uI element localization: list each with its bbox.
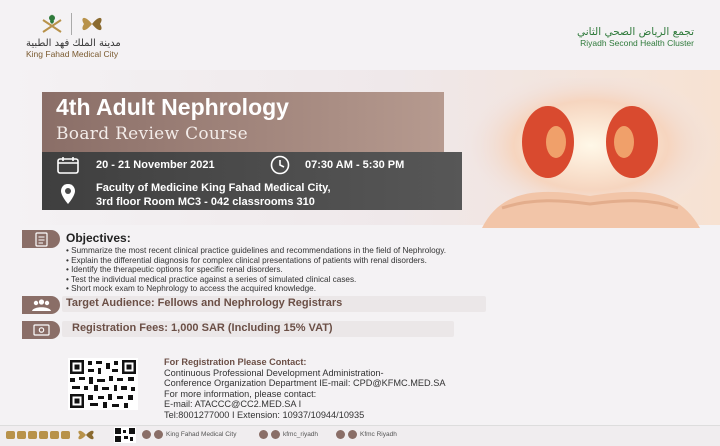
calendar-icon xyxy=(57,156,79,174)
course-date: 20 - 21 November 2021 xyxy=(96,159,215,171)
objective-item: • Test the individual medical practice against a series of simulated clinical cases. xyxy=(66,274,357,284)
objective-item: • Explain the differential diagnosis for complex clinical presentations of patients with renal disorders. xyxy=(66,255,427,265)
footer-twitter[interactable]: kfmc_riyadh xyxy=(259,430,318,439)
objective-item: • Short mock exam to Nephrology to access the acquired knowledge. xyxy=(66,284,317,294)
objective-item: • Summarize the most recent clinical practice guidelines and recommendations in the field of Nephrology. xyxy=(66,246,446,255)
contact-line: Continuous Professional Development Administration- xyxy=(164,367,384,378)
contact-line: For more information, please contact: xyxy=(164,388,317,399)
registration-fees: Registration Fees: 1,000 SAR (Including 15% VAT) xyxy=(72,322,333,334)
cluster-english-name: Riyadh Second Health Cluster xyxy=(580,38,694,48)
footer-qr-icon[interactable] xyxy=(114,427,136,443)
objective-item: • Identify the therapeutic options for specific renal disorders. xyxy=(66,265,283,275)
location-line-1: Faculty of Medicine King Fahad Medical City, xyxy=(96,182,331,194)
objectives-title: Objectives: xyxy=(66,231,131,245)
location-line-2: 3rd floor Room MC3 - 042 classrooms 310 xyxy=(96,196,315,208)
footer-facebook[interactable]: Kfmc Riyadh xyxy=(336,430,397,439)
registration-qr-code[interactable] xyxy=(68,358,138,410)
footer-website[interactable]: King Fahad Medical City xyxy=(142,430,236,439)
fees-badge xyxy=(22,321,60,339)
facebook-icon xyxy=(348,430,357,439)
clipboard-icon xyxy=(22,230,60,248)
course-subtitle: Board Review Course xyxy=(56,124,248,144)
clock-icon xyxy=(270,155,290,175)
course-time: 07:30 AM - 5:30 PM xyxy=(305,159,405,171)
kfmc-emblem-icon xyxy=(78,12,106,36)
contact-heading: For Registration Please Contact: xyxy=(164,357,307,367)
linkedin-icon xyxy=(336,430,345,439)
globe-icon xyxy=(142,430,151,439)
objectives-badge xyxy=(22,230,60,248)
youtube-icon xyxy=(259,430,268,439)
cluster-arabic-name: تجمع الرياض الصحي الثاني xyxy=(576,26,694,38)
saudi-emblem-icon xyxy=(39,12,65,36)
money-icon xyxy=(22,321,60,339)
twitter-icon xyxy=(271,430,280,439)
kfmc-logo xyxy=(26,12,121,59)
cluster-logo xyxy=(577,26,694,48)
target-audience: Target Audience: Fellows and Nephrology Registrars xyxy=(66,297,343,309)
contact-line: E-mail: ATACCC@CC2.MED.SA I xyxy=(164,399,302,409)
kidney-hands-image xyxy=(462,78,720,228)
footer-logos-icon xyxy=(6,427,98,443)
contact-line: Conference Organization Department IE-mail: CPD@KFMC.MED.SA xyxy=(164,378,446,388)
kfmc-arabic-name: مدينة الملك فهد الطبية xyxy=(26,38,121,49)
location-pin-icon xyxy=(60,183,76,205)
contact-block xyxy=(164,357,445,420)
group-icon xyxy=(22,296,60,314)
objectives-list xyxy=(66,246,446,294)
kfmc-english-name: King Fahad Medical City xyxy=(26,49,119,59)
instagram-icon xyxy=(154,430,163,439)
contact-line: Tel:8001277000 I Extension: 10937/10944/10935 xyxy=(164,409,365,420)
course-title: 4th Adult Nephrology xyxy=(56,94,289,120)
audience-badge xyxy=(22,296,60,314)
